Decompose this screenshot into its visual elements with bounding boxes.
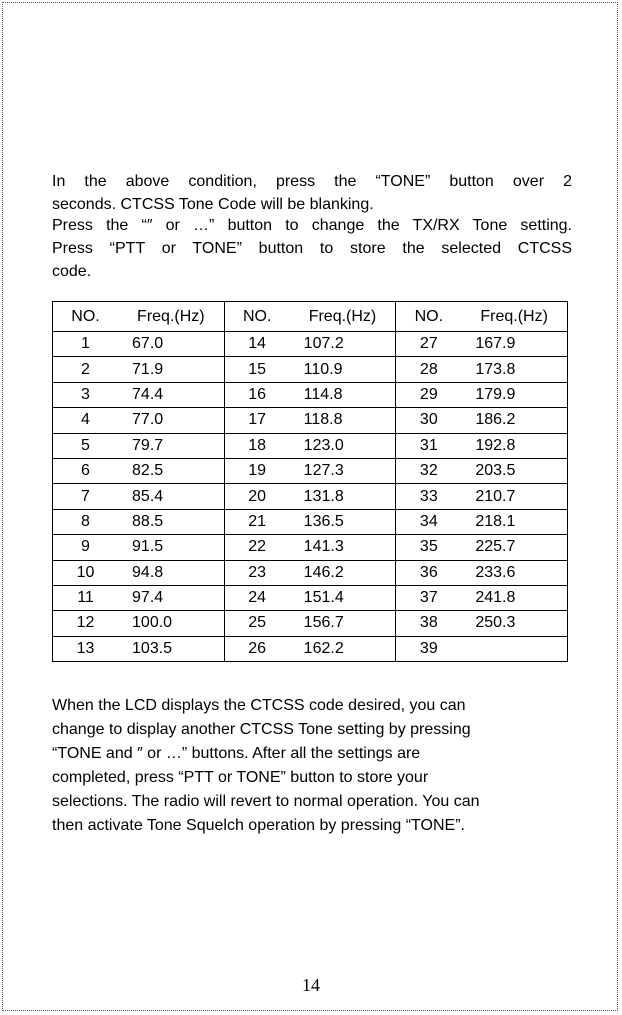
- table-row: [53, 382, 568, 407]
- tone-number-cell: 22: [224, 535, 290, 560]
- tone-number-cell: 34: [396, 509, 462, 534]
- column-header-no: NO.: [396, 302, 462, 332]
- tone-number-cell: 9: [53, 535, 119, 560]
- tone-number-cell: 11: [53, 585, 119, 610]
- tone-frequency-cell: 71.9: [118, 357, 224, 382]
- text-line: completed, press “PTT or TONE” button to store your: [52, 769, 429, 786]
- tone-frequency-cell: 107.2: [290, 332, 396, 357]
- table-row: [53, 408, 568, 433]
- tone-frequency-cell: 162.2: [290, 636, 396, 661]
- column-header-no: NO.: [53, 302, 119, 332]
- tone-frequency-cell: 79.7: [118, 433, 224, 458]
- tone-frequency-cell: 118.8: [290, 408, 396, 433]
- tone-number-cell: 1: [53, 332, 119, 357]
- tone-number-cell: 17: [224, 408, 290, 433]
- tone-frequency-cell: 136.5: [290, 509, 396, 534]
- tone-frequency-cell: 146.2: [290, 560, 396, 585]
- page-number: 14: [302, 975, 320, 995]
- tone-frequency-cell: 173.8: [461, 357, 567, 382]
- tone-frequency-cell: 123.0: [290, 433, 396, 458]
- column-header-freq: Freq.(Hz): [118, 302, 224, 332]
- tone-number-cell: 32: [396, 458, 462, 483]
- table-row: [53, 585, 568, 610]
- table-header-row: [53, 302, 568, 332]
- tone-number-cell: 13: [53, 636, 119, 661]
- text-line: then activate Tone Squelch operation by pressing “TONE”.: [52, 817, 465, 834]
- tone-frequency-cell: 74.4: [118, 382, 224, 407]
- tone-number-cell: 25: [224, 611, 290, 636]
- column-header-no: NO.: [224, 302, 290, 332]
- table-row: [53, 611, 568, 636]
- tone-number-cell: 7: [53, 484, 119, 509]
- tone-number-cell: 16: [224, 382, 290, 407]
- table-row: [53, 560, 568, 585]
- tone-frequency-cell: 77.0: [118, 408, 224, 433]
- paragraph-tone-hold: [52, 170, 572, 216]
- tone-frequency-cell: 192.8: [461, 433, 567, 458]
- tone-frequency-cell: 141.3: [290, 535, 396, 560]
- tone-number-cell: 38: [396, 611, 462, 636]
- tone-frequency-cell: [461, 636, 567, 661]
- table-row: [53, 433, 568, 458]
- tone-frequency-cell: 225.7: [461, 535, 567, 560]
- tone-frequency-cell: 131.8: [290, 484, 396, 509]
- tone-frequency-cell: 85.4: [118, 484, 224, 509]
- tone-frequency-cell: 67.0: [118, 332, 224, 357]
- tone-number-cell: 35: [396, 535, 462, 560]
- tone-number-cell: 33: [396, 484, 462, 509]
- text-line: When the LCD displays the CTCSS code desired, you can: [52, 697, 466, 714]
- tone-number-cell: 36: [396, 560, 462, 585]
- tone-frequency-cell: 179.9: [461, 382, 567, 407]
- tone-number-cell: 27: [396, 332, 462, 357]
- tone-number-cell: 3: [53, 382, 119, 407]
- tone-number-cell: 29: [396, 382, 462, 407]
- tone-number-cell: 30: [396, 408, 462, 433]
- table-row: [53, 458, 568, 483]
- tone-frequency-cell: 151.4: [290, 585, 396, 610]
- tone-number-cell: 31: [396, 433, 462, 458]
- table-row: [53, 332, 568, 357]
- tone-frequency-cell: 94.8: [118, 560, 224, 585]
- tone-frequency-cell: 97.4: [118, 585, 224, 610]
- tone-frequency-cell: 91.5: [118, 535, 224, 560]
- table-row: [53, 484, 568, 509]
- ctcss-tone-table: [52, 301, 568, 662]
- tone-number-cell: 6: [53, 458, 119, 483]
- text-line: Press the “″ or …” button to change the TX/RX Tone setting.: [52, 217, 572, 234]
- text-line: In the above condition, press the “TONE” button over 2: [52, 173, 572, 190]
- tone-frequency-cell: 186.2: [461, 408, 567, 433]
- tone-frequency-cell: 203.5: [461, 458, 567, 483]
- table-row: [53, 357, 568, 382]
- tone-frequency-cell: 241.8: [461, 585, 567, 610]
- tone-number-cell: 18: [224, 433, 290, 458]
- tone-number-cell: 15: [224, 357, 290, 382]
- table-row: [53, 535, 568, 560]
- tone-frequency-cell: 218.1: [461, 509, 567, 534]
- tone-number-cell: 26: [224, 636, 290, 661]
- text-line: change to display another CTCSS Tone setting by pressing: [52, 721, 471, 738]
- tone-frequency-cell: 110.9: [290, 357, 396, 382]
- tone-number-cell: 14: [224, 332, 290, 357]
- tone-number-cell: 20: [224, 484, 290, 509]
- tone-frequency-cell: 233.6: [461, 560, 567, 585]
- tone-number-cell: 4: [53, 408, 119, 433]
- table-row: [53, 509, 568, 534]
- tone-number-cell: 2: [53, 357, 119, 382]
- tone-frequency-cell: 88.5: [118, 509, 224, 534]
- tone-frequency-cell: 114.8: [290, 382, 396, 407]
- tone-frequency-cell: 250.3: [461, 611, 567, 636]
- tone-frequency-cell: 103.5: [118, 636, 224, 661]
- column-header-freq: Freq.(Hz): [461, 302, 567, 332]
- tone-number-cell: 19: [224, 458, 290, 483]
- tone-number-cell: 23: [224, 560, 290, 585]
- tone-frequency-cell: 127.3: [290, 458, 396, 483]
- tone-number-cell: 37: [396, 585, 462, 610]
- paragraph-tone-change: [52, 214, 572, 283]
- tone-number-cell: 10: [53, 560, 119, 585]
- table-row: [53, 636, 568, 661]
- tone-number-cell: 12: [53, 611, 119, 636]
- tone-frequency-cell: 210.7: [461, 484, 567, 509]
- tone-frequency-cell: 100.0: [118, 611, 224, 636]
- tone-frequency-cell: 167.9: [461, 332, 567, 357]
- tone-number-cell: 21: [224, 509, 290, 534]
- tone-number-cell: 5: [53, 433, 119, 458]
- tone-number-cell: 39: [396, 636, 462, 661]
- column-header-freq: Freq.(Hz): [290, 302, 396, 332]
- tone-frequency-cell: 156.7: [290, 611, 396, 636]
- tone-number-cell: 24: [224, 585, 290, 610]
- text-line: seconds. CTCSS Tone Code will be blanking.: [52, 196, 374, 213]
- text-line: code.: [52, 263, 92, 280]
- tone-frequency-cell: 82.5: [118, 458, 224, 483]
- tone-number-cell: 8: [53, 509, 119, 534]
- text-line: “TONE and ″ or …” buttons. After all the settings are: [52, 745, 421, 762]
- tone-number-cell: 28: [396, 357, 462, 382]
- text-line: Press “PTT or TONE” button to store the selected CTCSS: [52, 240, 572, 257]
- paragraph-tone-squelch: [52, 694, 572, 838]
- text-line: selections. The radio will revert to normal operation. You can: [52, 793, 480, 810]
